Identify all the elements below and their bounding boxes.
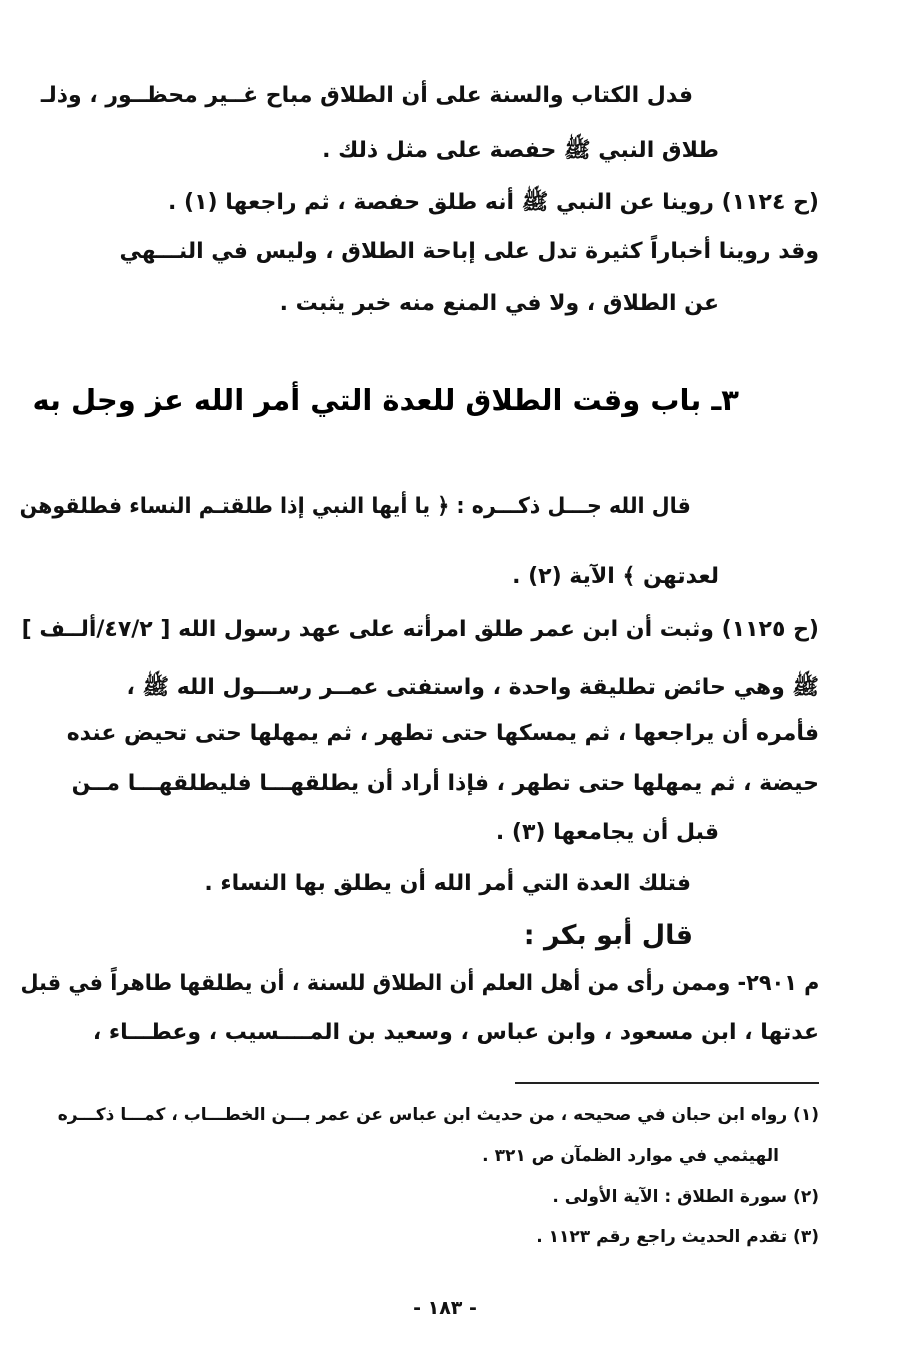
abu-bakr-heading: قال أبو بكر : (523, 920, 693, 951)
hadith-1125-line: (ح ١١٢٥) وثبت أن ابن عمر طلق امرأته على عهد رسول الله [ ٤٧/٢/ألــف ] (21, 617, 819, 642)
paragraph-line: وقد روينا أخباراً كثيرة تدل على إباحة الطلاق ، وليس في النـــهي (119, 239, 819, 264)
hadith-1124: (ح ١١٢٤) روينا عن النبي ﷺ أنه طلق حفصة ، ثم راجعها (١) . (168, 190, 819, 215)
hadith-1125-line: فتلك العدة التي أمر الله أن يطلق بها النساء . (204, 871, 691, 896)
hadith-1125-line: ﷺ وهي حائض تطليقة واحدة ، واستفتى عمــر رســـول الله ﷺ ، (126, 675, 819, 700)
hadith-1125-line: قبل أن يجامعها (٣) . (495, 820, 719, 845)
hadith-1125-line: فأمره أن يراجعها ، ثم يمسكها حتى تطهر ، ثم يمهلها حتى تحيض عنده (66, 721, 819, 746)
masalah-2901-line: عدتها ، ابن مسعود ، وابن عباس ، وسعيد بن المــــسيب ، وعطـــاء ، (92, 1020, 819, 1045)
footnote-separator (515, 1082, 819, 1084)
paragraph-line: عن الطلاق ، ولا في المنع منه خبر يثبت . (279, 291, 719, 316)
paragraph-line: فدل الكتاب والسنة على أن الطلاق مباح غــير محظــور ، وذلـ (40, 83, 693, 108)
page-number: - ١٨٣ - (413, 1297, 477, 1319)
hadith-1125-line: حيضة ، ثم يمهلها حتى تطهر ، فإذا أراد أن يطلقهـــا فليطلقهـــا مــن (71, 771, 819, 796)
quran-quote-line: لعدتهن ﴾ الآية (٢) . (512, 564, 719, 589)
chapter-title: ٣ـ باب وقت الطلاق للعدة التي أمر الله عز وجل به (32, 383, 739, 417)
paragraph-line: طلاق النبي ﷺ حفصة على مثل ذلك . (322, 138, 719, 163)
footnote-1: (١) رواه ابن حبان في صحيحه ، من حديث ابن عباس عن عمر بـــن الخطـــاب ، كمـــا ذكـــره (57, 1105, 819, 1125)
footnote-3: (٣) تقدم الحديث راجع رقم ١١٢٣ . (536, 1227, 819, 1247)
footnote-1-continuation: الهيثمي في موارد الظمآن ص ٣٢١ . (482, 1146, 779, 1166)
masalah-2901-line: م ٢٩٠١- وممن رأى من أهل العلم أن الطلاق للسنة ، أن يطلقها طاهراً في قبل (20, 971, 819, 996)
quran-quote-line: قال الله جـــل ذكـــره : ﴿ يا أيها النبي إذا طلقتـم النساء فطلقوهن (19, 494, 691, 519)
footnote-2: (٢) سورة الطلاق : الآية الأولى . (552, 1187, 819, 1207)
